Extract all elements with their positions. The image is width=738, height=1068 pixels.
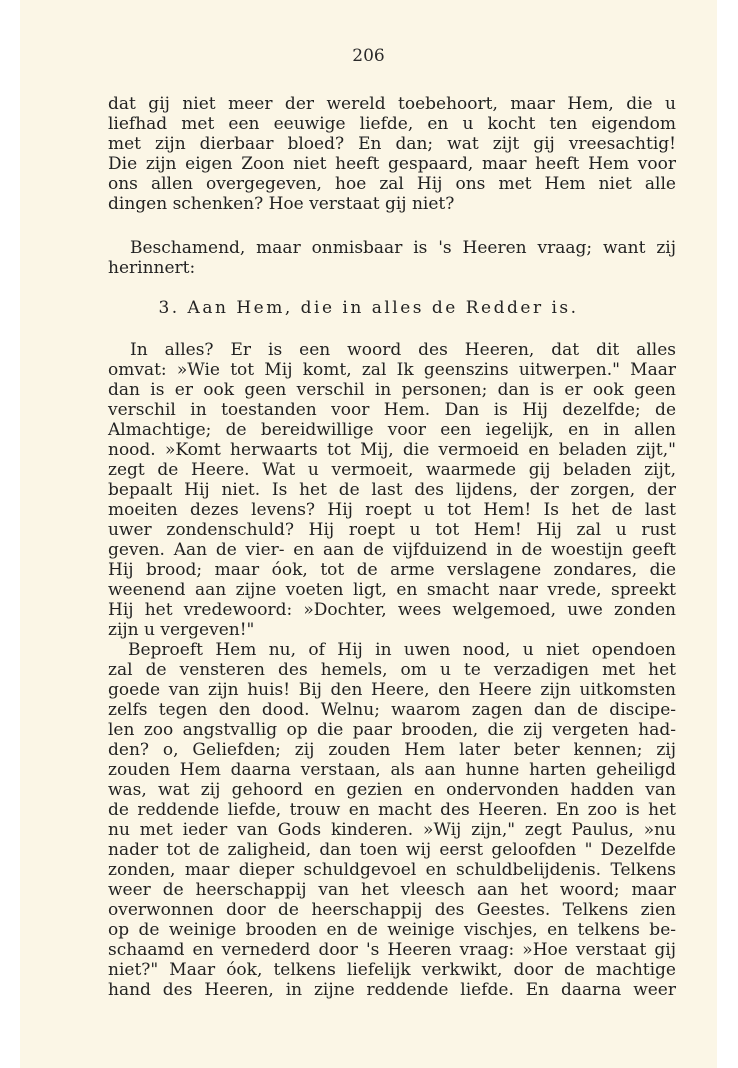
book-page [20,0,717,1068]
section-heading: 3. Aan Hem, die in alles de Redder is. [158,298,579,318]
text-line: Hij het vredewoord: »Dochter, wees welgemoed, uwe zonden [108,600,676,620]
text-line: nood. »Komt herwaarts tot Mij, die vermoeid en beladen zijt," [108,440,676,460]
text-line: weenend aan zijne voeten ligt, en smacht naar vrede, spreekt [108,580,676,600]
text-line: Die zijn eigen Zoon niet heeft gespaard, maar heeft Hem voor [108,154,676,174]
text-line: dingen schenken? Hoe verstaat gij niet? [108,194,455,214]
text-line: overwonnen door de heerschappij des Geestes. Telkens zien [108,900,676,920]
text-line: herinnert: [108,258,196,278]
text-line: In alles? Er is een woord des Heeren, dat dit alles [130,340,676,360]
text-line: met zijn dierbaar bloed? En dan; wat zijt gij vreesachtig! [108,134,676,154]
text-line: weer de heerschappij van het vleesch aan het woord; maar [108,880,676,900]
text-line: dan is er ook geen verschil in personen; dan is er ook geen [108,380,676,400]
text-line: omvat: »Wie tot Mij komt, zal Ik geenszins uitwerpen." Maar [108,360,676,380]
text-line: was, wat zij gehoord en gezien en ondervonden hadden van [108,780,676,800]
text-line: dat gij niet meer der wereld toebehoort, maar Hem, die u [108,94,676,114]
text-line: hand des Heeren, in zijne reddende liefde. En daarna weer [108,980,676,1000]
page-number: 206 [352,46,385,66]
text-line: goede van zijn huis! Bij den Heere, den Heere zijn uitkomsten [108,680,676,700]
paragraph-4 [108,640,676,1000]
paragraph-2 [108,238,676,278]
text-line: Beschamend, maar onmisbaar is 's Heeren vraag; want zij [130,238,676,258]
text-line: de reddende liefde, trouw en macht des Heeren. En zoo is het [108,800,676,820]
text-line: zal de vensteren des hemels, om u te verzadigen met het [108,660,676,680]
text-line: bepaalt Hij niet. Is het de last des lijdens, der zorgen, der [108,480,676,500]
text-line: verschil in toestanden voor Hem. Dan is Hij dezelfde; de [108,400,676,420]
text-line: zelfs tegen den dood. Welnu; waarom zagen dan de discipe- [108,700,676,720]
text-line: nu met ieder van Gods kinderen. »Wij zijn," zegt Paulus, »nu [108,820,676,840]
text-line: op de weinige brooden en de weinige vischjes, en telkens be- [108,920,676,940]
text-line: geven. Aan de vier- en aan de vijfduizend in de woestijn geeft [108,540,676,560]
text-line: zouden Hem daarna verstaan, als aan hunne harten geheiligd [108,760,676,780]
text-line: den? o, Geliefden; zij zouden Hem later beter kennen; zij [108,740,676,760]
text-line: liefhad met een eeuwige liefde, en u kocht ten eigendom [108,114,676,134]
text-line: zegt de Heere. Wat u vermoeit, waarmede gij beladen zijt, [108,460,676,480]
paragraph-1 [108,94,676,214]
text-line: moeiten dezes levens? Hij roept u tot Hem! Is het de last [108,500,676,520]
text-line: uwer zondenschuld? Hij roept u tot Hem! Hij zal u rust [108,520,676,540]
text-line: Hij brood; maar óok, tot de arme verslagene zondares, die [108,560,676,580]
text-line: Beproeft Hem nu, of Hij in uwen nood, u niet opendoen [128,640,676,660]
text-line: schaamd en vernederd door 's Heeren vraag: »Hoe verstaat gij [108,940,676,960]
text-line: len zoo angstvallig op die paar brooden, die zij vergeten had- [108,720,676,740]
text-line: Almachtige; de bereidwillige voor een iegelijk, en in allen [108,420,676,440]
text-line: zijn u vergeven!" [108,620,255,640]
text-line: nader tot de zaligheid, dan toen wij eerst geloofden " Dezelfde [108,840,676,860]
text-line: niet?" Maar óok, telkens liefelijk verkwikt, door de machtige [108,960,676,980]
text-line: zonden, maar dieper schuldgevoel en schuldbelijdenis. Telkens [108,860,676,880]
text-line: ons allen overgegeven, hoe zal Hij ons met Hem niet alle [108,174,676,194]
paragraph-3 [108,340,676,640]
